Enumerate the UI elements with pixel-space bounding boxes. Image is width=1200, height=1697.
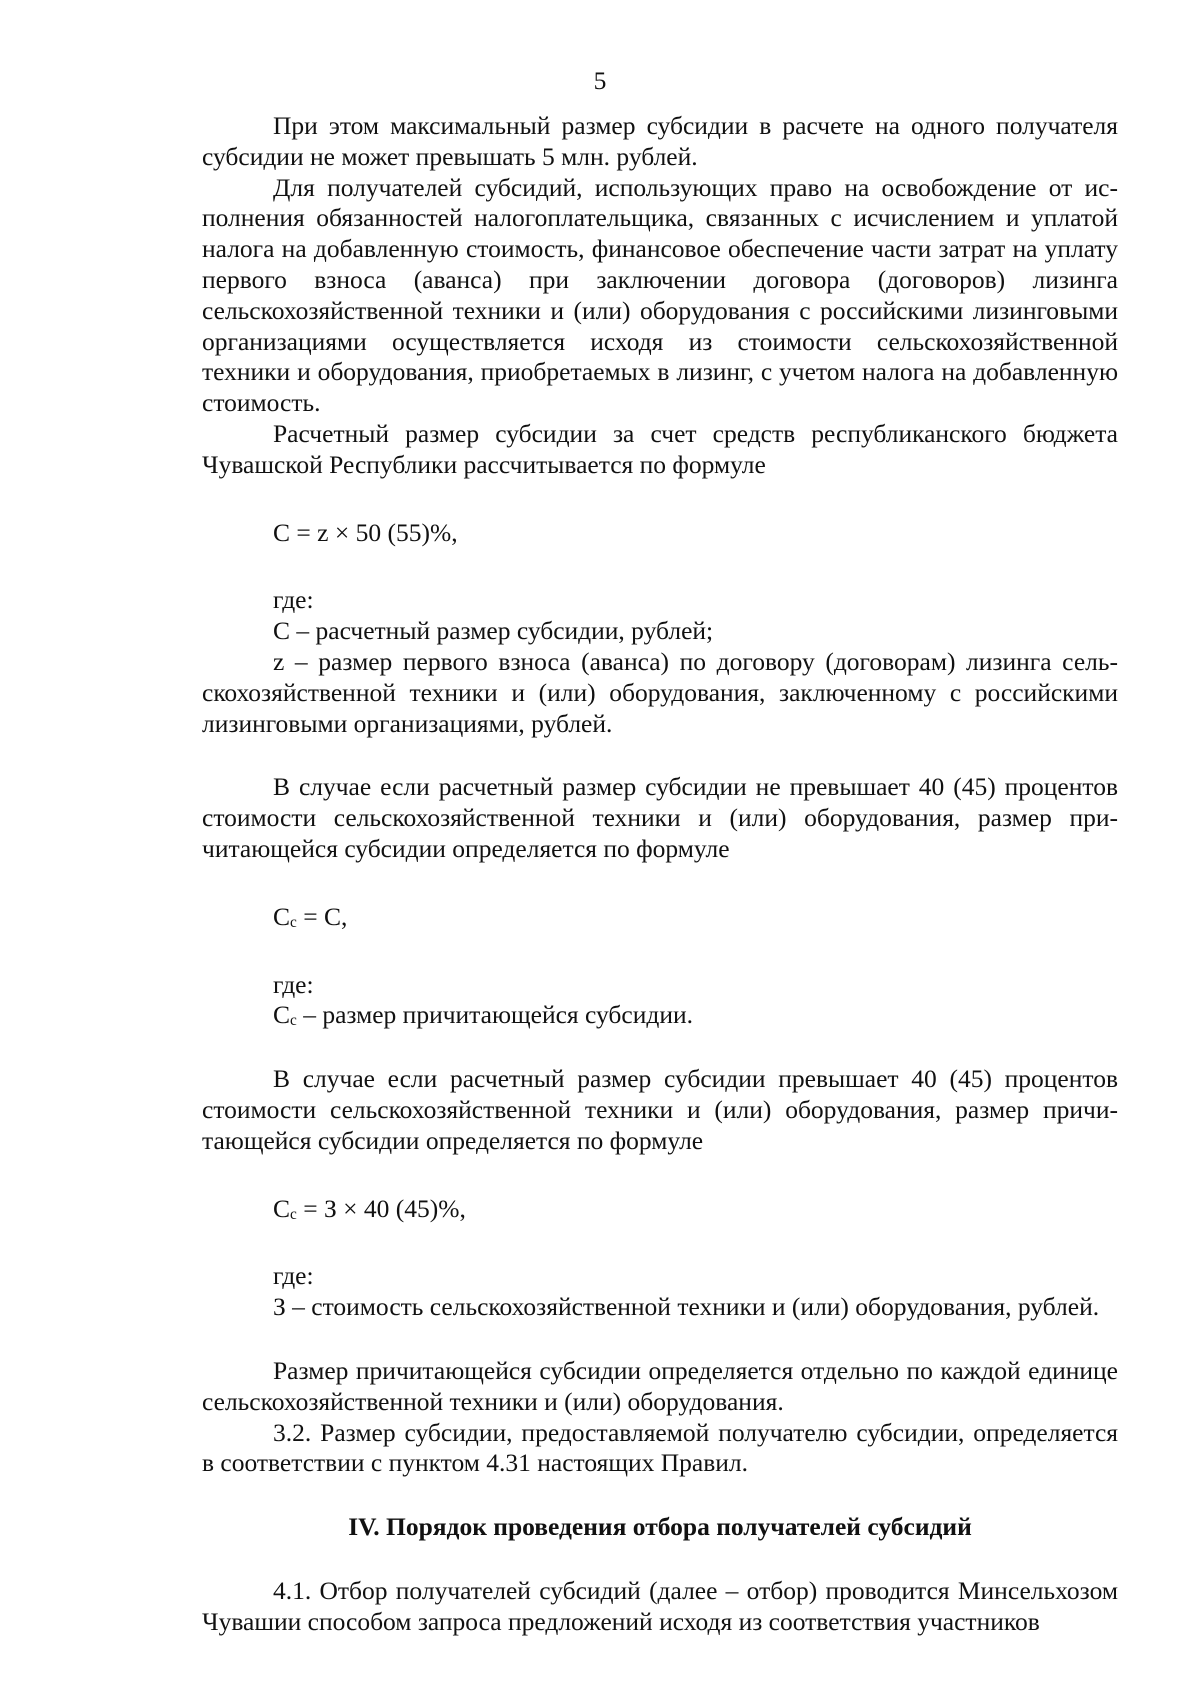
- formula-c: С = z × 50 (55)%,: [273, 517, 458, 547]
- formula-rest: = С,: [296, 901, 348, 931]
- formula-symbol: С: [273, 901, 291, 931]
- definition-cost: З – стоимость сельскохозяйственной техники и (или) оборудования, рублей.: [273, 1292, 1100, 1322]
- where-label: где:: [273, 585, 314, 615]
- paragraph-max-subsidy: При этом максимальный размер субсидии в расчете на одного получателя субсидии не может превышать 5 млн. рублей.: [202, 111, 1118, 171]
- definition-rest: – размер причитающейся субсидии.: [296, 1000, 694, 1030]
- paragraph-per-unit: Размер причитающейся субсидии определяется отдельно по каждой единице сельскохозяйственной техники и (или) оборудования.: [202, 1355, 1118, 1416]
- paragraph-3-2: 3.2. Размер субсидии, предоставляемой получателю субсидии, определяется в соответствии с пунктом 4.31 настоящих Правил.: [202, 1417, 1118, 1478]
- paragraph-vat-exempt: Для получателей субсидий, использующих право на освобождение от исполнения обязанностей налогоплательщика, связанных с исчислением и уплатой налога на добавленную стоимость, финансовое обеспечение части затрат на уплату первого взноса (аванса) при заключении договора (договоров) лизинга сельскохозяйственной техники и (или) оборудования с российскими лизинговыми организациями осуществляется исходя из стоимости сельскохозяйственной техники и оборудования, приобретаемых в лизинг, с учетом налога на добавленную стоимость.: [202, 172, 1118, 418]
- formula-rest: = З × 40 (45)%,: [296, 1193, 466, 1223]
- paragraph-calc-formula-intro: Расчетный размер субсидии за счет средств республиканского бюджета Чувашской Республики рассчитывается по формуле: [202, 418, 1118, 479]
- formula-subscript: с: [290, 913, 297, 931]
- formula-cc-equals-c: [202, 902, 1118, 933]
- definition-cc: [202, 1000, 1118, 1031]
- definition-symbol: С: [273, 1000, 291, 1030]
- formula-symbol: С: [273, 1193, 291, 1223]
- paragraph-not-exceed-40: В случае если расчетный размер субсидии не превышает 40 (45) процентов стоимости сельскохозяйственной техники и (или) оборудования, размер причитающейся субсидии определяется по формуле: [202, 772, 1118, 863]
- definition-subscript: с: [290, 1012, 297, 1030]
- where-label: где:: [273, 1261, 314, 1291]
- paragraph-4-1: 4.1. Отбор получателей субсидий (далее – отбор) проводится Минсельхозом Чувашии способом запроса предложений исходя из соответствия участников: [202, 1575, 1118, 1636]
- where-label: где:: [273, 969, 314, 999]
- page-number: 5: [593, 66, 607, 95]
- section-heading-iv: IV. Порядок проведения отбора получателей субсидий: [348, 1512, 972, 1542]
- formula-cc-cost: [202, 1194, 1118, 1225]
- definition-c: С – расчетный размер субсидии, рублей;: [273, 616, 714, 646]
- formula-subscript: с: [290, 1205, 297, 1223]
- paragraph-exceeds-40: В случае если расчетный размер субсидии превышает 40 (45) процентов стоимости сельскохозяйственной техники и (или) оборудования, размер причитающейся субсидии определяется по формуле: [202, 1064, 1118, 1155]
- document-body: [202, 111, 1118, 1637]
- definition-z: z – размер первого взноса (аванса) по договору (договорам) лизинга сельскохозяйственной техники и (или) оборудования, заключенному с российскими лизинговыми организациями, рублей.: [202, 646, 1118, 738]
